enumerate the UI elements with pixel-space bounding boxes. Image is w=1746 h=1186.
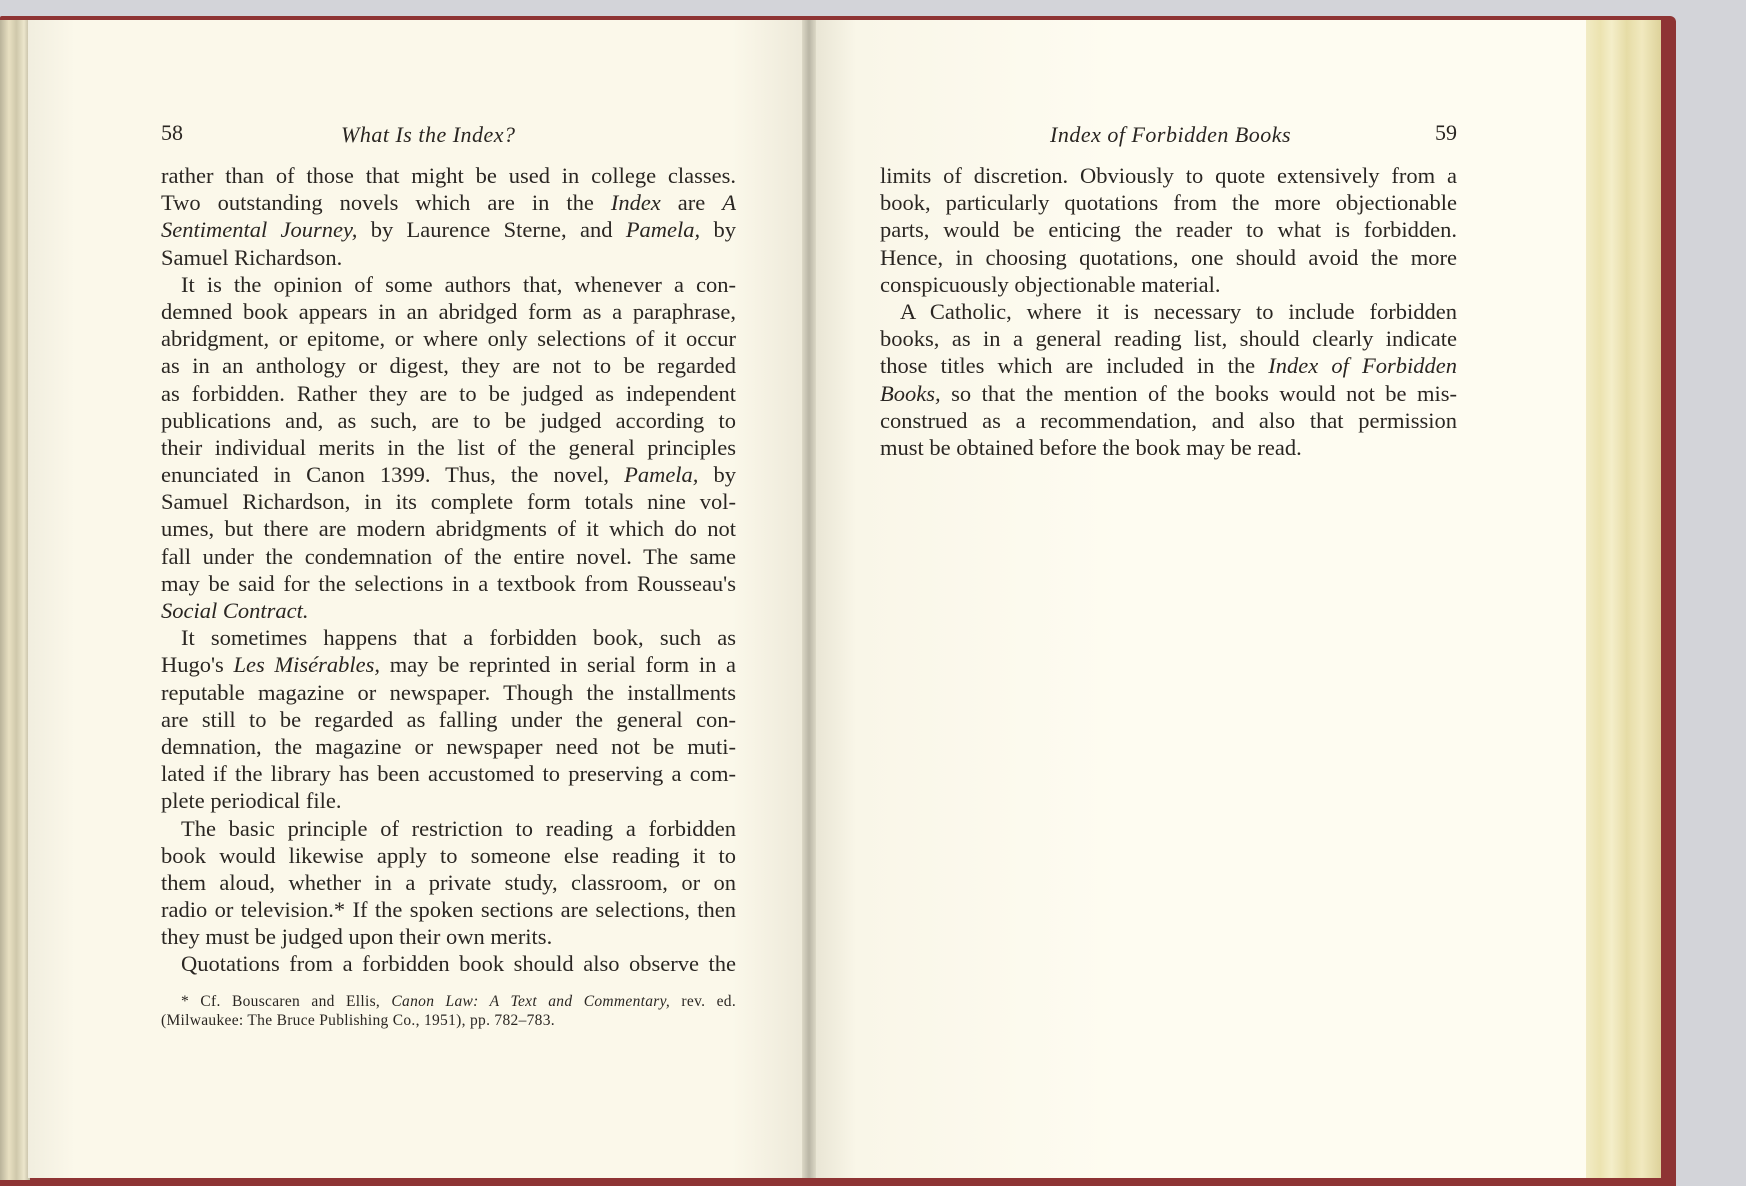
text-run: may be said for the selections in a textbook from Rousseau's xyxy=(161,570,736,596)
text-line xyxy=(161,624,736,651)
text-run: them aloud, whether in a private study, classroom, or on xyxy=(161,869,736,895)
text-line xyxy=(880,352,1457,379)
text-line xyxy=(161,515,736,542)
text-run: Samuel Richardson. xyxy=(161,244,343,270)
text-line xyxy=(880,189,1457,216)
text-line xyxy=(161,380,736,407)
left-page-text xyxy=(161,118,736,1030)
text-line xyxy=(880,216,1457,243)
text-run: conspicuously objectionable material. xyxy=(880,271,1221,297)
text-run: are still to be regarded as falling under the general con- xyxy=(161,706,736,732)
text-run: books, as in a general reading list, should clearly indicate xyxy=(880,326,1457,352)
text-line xyxy=(161,896,736,923)
text-line xyxy=(161,950,736,977)
text-line xyxy=(880,380,1457,407)
text-run: lated if the library has been accustomed to preserving a com- xyxy=(161,761,736,787)
running-head: Index of Forbidden Books xyxy=(1050,122,1292,147)
text-run: publications and, as such, are to be judged according to xyxy=(161,407,736,433)
text-line xyxy=(161,407,736,434)
book-gutter xyxy=(802,20,816,1178)
page-edges-right xyxy=(1585,20,1661,1178)
text-run: umes, but there are modern abridgments of it which do not xyxy=(161,516,736,542)
text-run: The basic principle of restriction to reading a forbidden xyxy=(181,815,736,841)
text-run: demned book appears in an abridged form as a paraphrase, xyxy=(161,298,736,324)
footnote xyxy=(161,992,736,1030)
text-line xyxy=(161,992,736,1011)
text-run: abridgment, or epitome, or where only selections of it occur xyxy=(161,326,736,352)
text-run: construed as a recommendation, and also that permission xyxy=(880,407,1457,433)
text-line xyxy=(880,434,1457,461)
text-line xyxy=(880,325,1457,352)
text-run: Two outstanding novels which are in the xyxy=(161,190,611,216)
italic-text: Index of Forbidden xyxy=(1268,353,1457,379)
text-run: as in an anthology or digest, they are not to be regarded xyxy=(161,353,736,379)
text-run: Samuel Richardson, in its complete form totals nine vol- xyxy=(161,489,736,515)
text-line xyxy=(161,162,736,189)
text-run: book would likewise apply to someone else reading it to xyxy=(161,842,736,868)
text-line xyxy=(880,298,1457,325)
text-run: those titles which are included in the xyxy=(880,353,1269,379)
text-run: limits of discretion. Obviously to quote extensively from a xyxy=(880,163,1457,188)
text-run: Hugo's xyxy=(161,652,234,678)
text-line xyxy=(880,162,1457,189)
italic-text: Les Misérables, xyxy=(233,652,381,678)
page-number: 58 xyxy=(161,120,183,145)
text-run: are xyxy=(660,190,723,216)
text-line xyxy=(880,407,1457,434)
text-run: rather than of those that might be used in college classes. xyxy=(161,163,736,188)
text-run: by xyxy=(698,462,736,488)
left-page-header xyxy=(161,118,736,162)
text-line xyxy=(161,651,736,678)
text-line xyxy=(161,597,736,624)
text-line xyxy=(161,787,736,814)
italic-text: Canon Law: A Text and Commentary, xyxy=(391,992,671,1010)
right-page-text xyxy=(880,118,1457,461)
text-run: (Milwaukee: The Bruce Publishing Co., 1951), pp. 782–783. xyxy=(161,1011,555,1029)
text-line xyxy=(161,923,736,950)
right-page xyxy=(810,20,1586,1178)
text-run: as forbidden. Rather they are to be judged as independent xyxy=(161,380,736,406)
text-line xyxy=(161,543,736,570)
text-run: so that the mention of the books would not be mis- xyxy=(940,380,1457,406)
text-line xyxy=(161,298,736,325)
text-run: their individual merits in the list of the general principles xyxy=(161,434,736,460)
text-run: A Catholic, where it is necessary to include forbidden xyxy=(900,298,1457,324)
text-run: plete periodical file. xyxy=(161,788,342,814)
text-line xyxy=(161,760,736,787)
page-number: 59 xyxy=(1435,120,1457,145)
text-run: enunciated in Canon 1399. Thus, the novel, xyxy=(161,462,625,488)
text-run: demnation, the magazine or newspaper need not be muti- xyxy=(161,733,736,759)
text-run: Hence, in choosing quotations, one should avoid the more xyxy=(880,244,1457,270)
text-line xyxy=(161,869,736,896)
left-page xyxy=(28,20,810,1178)
text-line xyxy=(161,1011,736,1030)
body-text xyxy=(880,162,1457,461)
text-run: Quotations from a forbidden book should also observe the xyxy=(181,951,736,977)
text-run: It is the opinion of some authors that, whenever a con- xyxy=(181,271,736,297)
right-page-header xyxy=(880,118,1457,162)
text-run: must be obtained before the book may be read. xyxy=(880,434,1302,460)
page-edges-left xyxy=(0,20,30,1180)
text-run: by xyxy=(700,217,736,243)
text-line xyxy=(161,842,736,869)
text-line xyxy=(161,706,736,733)
text-line xyxy=(161,815,736,842)
running-head: What Is the Index? xyxy=(341,122,516,147)
text-run: book, particularly quotations from the more objectionable xyxy=(880,190,1457,216)
text-run: * Cf. Bouscaren and Ellis, xyxy=(181,992,392,1010)
text-run: reputable magazine or newspaper. Though the installments xyxy=(161,679,736,705)
text-line xyxy=(161,216,736,243)
text-line xyxy=(161,189,736,216)
text-run: parts, would be enticing the reader to what is forbidden. xyxy=(880,217,1457,243)
text-run: they must be judged upon their own merits. xyxy=(161,924,553,950)
italic-text: Social Contract. xyxy=(161,598,309,623)
text-line xyxy=(161,570,736,597)
text-line xyxy=(880,271,1457,298)
text-line xyxy=(161,325,736,352)
italic-text: Pamela, xyxy=(625,217,701,243)
text-run: by Laurence Sterne, and xyxy=(357,217,626,243)
italic-text: A xyxy=(722,190,737,216)
text-line xyxy=(161,434,736,461)
text-run: fall under the condemnation of the entire novel. The same xyxy=(161,543,736,569)
text-run: radio or television.* If the spoken sections are selections, then xyxy=(161,897,736,923)
text-line xyxy=(161,271,736,298)
text-line xyxy=(161,488,736,515)
text-line xyxy=(880,244,1457,271)
text-run: It sometimes happens that a forbidden book, such as xyxy=(181,625,736,651)
italic-text: Pamela, xyxy=(624,462,699,488)
text-line xyxy=(161,352,736,379)
text-run: may be reprinted in serial form in a xyxy=(380,652,737,678)
italic-text: Sentimental Journey, xyxy=(161,217,358,243)
text-line xyxy=(161,461,736,488)
italic-text: Index xyxy=(610,190,661,216)
text-line xyxy=(161,244,736,271)
text-line xyxy=(161,679,736,706)
body-text xyxy=(161,162,736,978)
italic-text: Books, xyxy=(880,380,941,406)
text-line xyxy=(161,733,736,760)
text-run: rev. ed. xyxy=(670,992,737,1010)
